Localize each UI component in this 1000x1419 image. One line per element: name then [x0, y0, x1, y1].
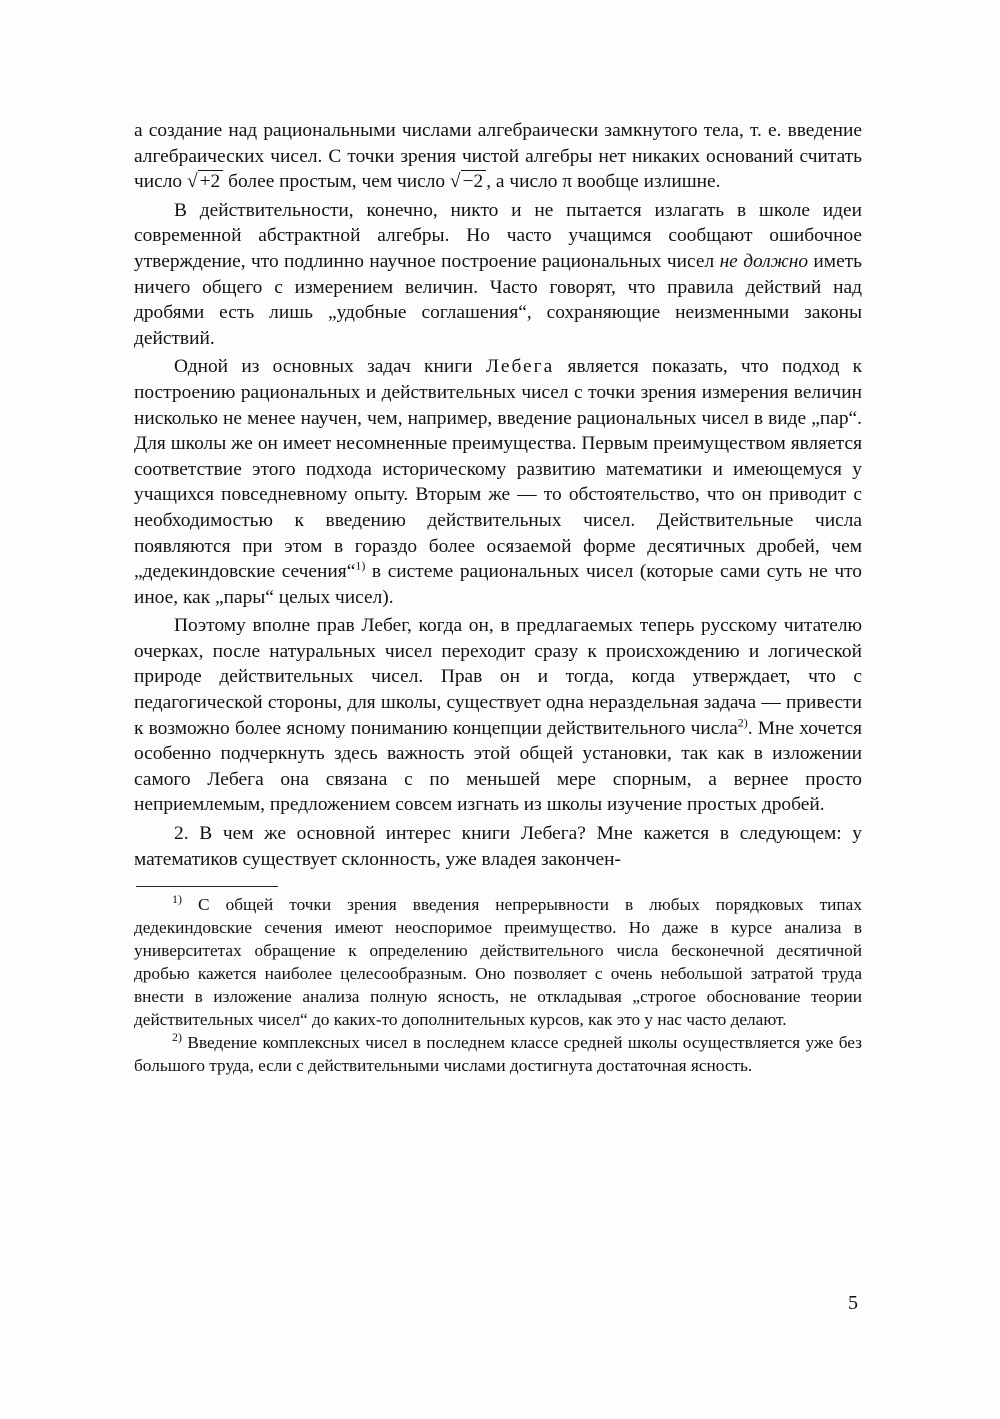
- paragraph-2-text-a: В действительности, конечно, никто и не пытается излагать в школе идеи современной абстрактной алгебры. Но часто учащимся сообщают ошибочное утверждение, что подлинно научное построение рациональных чисел: [134, 199, 862, 272]
- paragraph-1-text-b: более простым, чем число: [223, 171, 450, 193]
- paragraph-3-text-c: в системе рациональных чисел (которые сами суть не что иное, как „пары“ целых чисел).: [134, 561, 862, 608]
- paragraph-5: [134, 821, 862, 872]
- paragraph-5-text: 2. В чем же основной интерес книги Лебега? Мне кажется в следующем: у математиков существует склонность, уже владея закончен-: [134, 823, 862, 870]
- page-number: 5: [848, 1292, 858, 1314]
- footnote-ref-2[interactable]: 2): [737, 715, 748, 730]
- emphasis: не должно: [719, 250, 809, 272]
- sqrt-radicand: −2: [461, 170, 487, 192]
- footnote-1-text: С общей точки зрения введения непрерывности в любых порядковых типах дедекиндовские сечения имеют неоспоримое преимущество. Но даже в курсе анализа в университетах обращение к определению действительного числа бесконечной десятичной дробью кажется наиболее целесообразным. Оно позволяет с очень небольшой затратой труда внести в изложение анализа полную ясность, не откладывая „строгое обоснование теории действительных чисел“ до каких-то дополнительных курсов, как это у нас часто делают.: [134, 895, 862, 1030]
- paragraph-4: [134, 613, 862, 818]
- footnote-2: [134, 1031, 862, 1077]
- footnote-2-mark: 2): [172, 1030, 182, 1045]
- sqrt-sign: √: [449, 171, 461, 193]
- footnote-divider: [136, 886, 278, 887]
- footnote-1-mark: 1): [172, 892, 182, 907]
- footnote-2-text: Введение комплексных чисел в последнем классе средней школы осуществляется уже без большого труда, если с действительными числами достигнута достаточная ясность.: [134, 1033, 862, 1076]
- paragraph-1: [134, 118, 862, 195]
- sqrt-plus-two: [187, 170, 223, 192]
- paragraph-1-text-a: а создание над рациональными числами алгебраически замкнутого тела, т. е. введение алгебраических чисел. С точки зрения чистой алгебры нет никаких оснований считать число: [134, 120, 862, 193]
- footnote-ref-1[interactable]: 1): [355, 558, 366, 573]
- main-text: [134, 118, 862, 1077]
- paragraph-2-text-b: иметь ничего общего с измерением величин. Часто говорят, что правила действий над дробями есть лишь „удобные соглашения“, сохраняющие неизменными законы действий.: [134, 250, 863, 349]
- paragraph-1-text-c: , а число π вообще излишне.: [486, 171, 721, 193]
- author-name-spaced: Лебега: [485, 356, 555, 378]
- paragraph-2: [134, 198, 862, 352]
- footnote-1: [134, 893, 862, 1031]
- paragraph-3-text-b: является показать, что подход к построению рациональных и действительных чисел с точки зрения измерения величин нисколько не менее научен, чем, например, введение рациональных чисел в виде „пар“. Для школы же он имеет несомненные преимущества. Первым преимуществом является соответствие этого подхода историческому развитию математики и имеющемуся у учащихся повседневному опыту. Вторым же — то обстоятельство, что он приводит с необходимостью к введению действительных чисел. Действительные числа появляются при этом в гораздо более осязаемой форме десятичных дробей, чем „дедекиндовские сечения“: [134, 356, 863, 583]
- sqrt-sign: √: [186, 171, 198, 193]
- sqrt-minus-two: [450, 170, 486, 192]
- paragraph-3: [134, 354, 862, 610]
- paragraph-4-text-a: Поэтому вполне прав Лебег, когда он, в предлагаемых теперь русскому читателю очерках, после натуральных чисел переходит сразу к происхождению и логической природе действительных чисел. Прав он и тогда, когда утверждает, что с педагогической стороны, для школы, существует одна нераздельная задача — привести к возможно более ясному пониманию концепции действительного числа: [134, 615, 862, 739]
- sqrt-radicand: +2: [198, 170, 224, 192]
- paragraph-3-text-a: Одной из основных задач книги: [174, 356, 486, 378]
- paragraph-4-text-b: . Мне хочется особенно подчеркнуть здесь важность этой общей установки, так как в изложении самого Лебега она связана с по меньшей мере спорным, а вернее просто неприемлемым, предложением совсем изгнать из школы изучение простых дробей.: [134, 717, 862, 816]
